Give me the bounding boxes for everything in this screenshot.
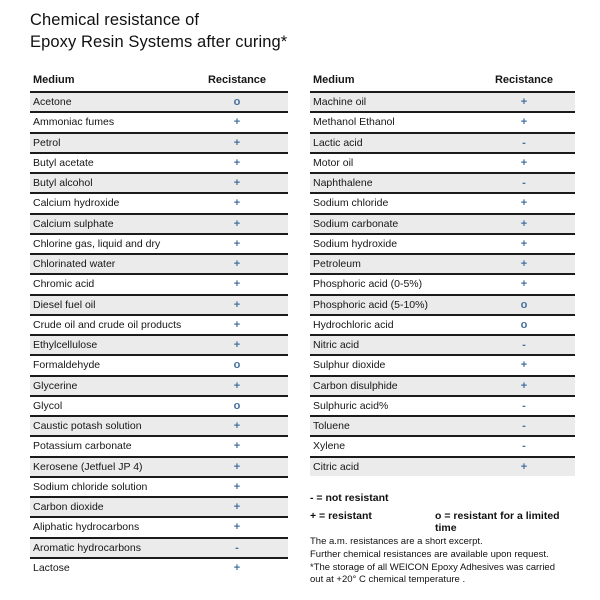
resistance-value: +	[233, 440, 241, 453]
legend-limited: o = resistant for a limited time	[435, 509, 560, 534]
table-row	[310, 375, 575, 395]
table-row	[310, 152, 575, 172]
resistance-legend	[310, 492, 582, 534]
medium-cell: Petrol	[33, 136, 61, 149]
medium-cell: Citric acid	[313, 460, 360, 473]
medium-cell: Chromic acid	[33, 278, 95, 291]
table-row	[310, 213, 575, 233]
table-row	[310, 294, 575, 314]
medium-cell: Aromatic hydrocarbons	[33, 541, 141, 554]
legend-line2	[310, 509, 582, 534]
footnote	[310, 536, 590, 587]
resistance-value: +	[233, 521, 241, 534]
table-row	[310, 456, 575, 476]
table-row	[30, 557, 288, 577]
medium-cell: Glycol	[33, 399, 63, 412]
resistance-value: +	[520, 217, 528, 230]
resistance-value: +	[233, 258, 241, 271]
medium-cell: Sodium chloride	[313, 197, 389, 210]
table-row	[310, 354, 575, 374]
resistance-value: +	[233, 480, 241, 493]
medium-cell: Methanol Ethanol	[313, 116, 395, 129]
medium-column-header: Medium	[33, 73, 75, 86]
footnote-line1: The a.m. resistances are a short excerpt.	[310, 536, 483, 547]
resistance-value: +	[233, 339, 241, 352]
table-row	[310, 273, 575, 293]
resistance-value: +	[520, 379, 528, 392]
resistance-value: -	[235, 541, 239, 554]
table-row	[310, 415, 575, 435]
resistance-value: o	[520, 298, 528, 311]
table-row	[310, 435, 575, 455]
medium-cell: Calcium sulphate	[33, 217, 114, 230]
table-row	[310, 334, 575, 354]
resistance-table-left	[30, 68, 288, 577]
medium-cell: Phosphoric acid (5-10%)	[313, 298, 428, 311]
table-row	[30, 273, 288, 293]
medium-cell: Hydrochloric acid	[313, 318, 394, 331]
footnote-line2: Further chemical resistances are available upon request.	[310, 548, 549, 560]
medium-cell: Nitric acid	[313, 339, 360, 352]
resistance-value: +	[233, 501, 241, 514]
table-row	[310, 172, 575, 192]
resistance-value: +	[520, 116, 528, 129]
medium-cell: Sulphur dioxide	[313, 359, 386, 372]
table-row	[310, 91, 575, 111]
medium-cell: Sodium hydroxide	[313, 237, 398, 250]
table-row	[30, 354, 288, 374]
table-row	[30, 537, 288, 557]
table-row	[30, 111, 288, 131]
legend-resistant: + = resistant	[310, 509, 372, 522]
resistance-value: +	[233, 136, 241, 149]
resistance-value: +	[520, 237, 528, 250]
medium-cell: Aliphatic hydrocarbons	[33, 521, 140, 534]
medium-cell: Chlorinated water	[33, 258, 116, 271]
resistance-value: +	[520, 460, 528, 473]
medium-cell: Lactose	[33, 561, 70, 574]
medium-cell: Sulphuric acid%	[313, 399, 389, 412]
resistance-value: +	[233, 237, 241, 250]
resistance-value: -	[522, 440, 526, 453]
medium-cell: Naphthalene	[313, 177, 373, 190]
table-row	[30, 213, 288, 233]
medium-cell: Potassium carbonate	[33, 440, 132, 453]
medium-cell: Ammoniac fumes	[33, 116, 115, 129]
table-row	[310, 192, 575, 212]
table-row	[310, 253, 575, 273]
resistance-column-header: Recistance	[207, 73, 267, 86]
table-row	[30, 334, 288, 354]
resistance-value: +	[233, 379, 241, 392]
resistance-value: +	[520, 359, 528, 372]
medium-cell: Petroleum	[313, 258, 361, 271]
resistance-value: +	[520, 96, 528, 109]
resistance-value: +	[233, 460, 241, 473]
page-title-line1: Chemical resistance of	[30, 11, 200, 29]
resistance-value: -	[522, 177, 526, 190]
table-row	[30, 496, 288, 516]
resistance-value: -	[522, 399, 526, 412]
resistance-value: -	[522, 420, 526, 433]
medium-column-header: Medium	[313, 73, 355, 86]
resistance-value: +	[233, 217, 241, 230]
medium-cell: Diesel fuel oil	[33, 298, 96, 311]
table-row	[310, 111, 575, 131]
table-row	[310, 233, 575, 253]
table-row	[30, 132, 288, 152]
medium-cell: Butyl alcohol	[33, 177, 93, 190]
table-row	[30, 395, 288, 415]
medium-cell: Carbon dioxide	[33, 501, 104, 514]
medium-cell: Crude oil and crude oil products	[33, 318, 182, 331]
resistance-value: +	[520, 258, 528, 271]
medium-cell: Butyl acetate	[33, 156, 94, 169]
table-header-row	[30, 68, 288, 91]
resistance-value: +	[233, 318, 241, 331]
page-title-line2: Epoxy Resin Systems after curing*	[30, 32, 288, 51]
table-row	[30, 253, 288, 273]
resistance-value: -	[522, 339, 526, 352]
medium-cell: Lactic acid	[313, 136, 363, 149]
resistance-value: +	[233, 561, 241, 574]
medium-cell: Motor oil	[313, 156, 354, 169]
medium-cell: Carbon disulphide	[313, 379, 398, 392]
footnote-line4: out at +20° C chemical temperature .	[310, 574, 466, 586]
resistance-value: +	[233, 197, 241, 210]
medium-cell: Sodium chloride solution	[33, 480, 148, 493]
legend-not-resistant: - = not resistant	[310, 492, 389, 504]
footnote-line3: *The storage of all WEICON Epoxy Adhesives was carried	[310, 561, 555, 573]
table-row	[310, 395, 575, 415]
table-row	[30, 294, 288, 314]
table-row	[30, 375, 288, 395]
medium-cell: Xylene	[313, 440, 346, 453]
table-row	[30, 233, 288, 253]
medium-cell: Toluene	[313, 420, 350, 433]
resistance-value: o	[233, 399, 241, 412]
table-row	[30, 435, 288, 455]
resistance-value: +	[233, 177, 241, 190]
resistance-value: +	[233, 278, 241, 291]
resistance-value: +	[233, 116, 241, 129]
medium-cell: Formaldehyde	[33, 359, 101, 372]
resistance-table-right	[310, 68, 575, 476]
medium-cell: Machine oil	[313, 96, 367, 109]
table-row	[30, 476, 288, 496]
resistance-value: -	[522, 136, 526, 149]
table-header-row	[310, 68, 575, 91]
medium-cell: Caustic potash solution	[33, 420, 142, 433]
medium-cell: Ethylcellulose	[33, 339, 98, 352]
resistance-value: +	[233, 298, 241, 311]
medium-cell: Glycerine	[33, 379, 78, 392]
resistance-value: +	[233, 156, 241, 169]
resistance-value: o	[520, 318, 528, 331]
table-row	[30, 314, 288, 334]
resistance-value: +	[520, 197, 528, 210]
medium-cell: Sodium carbonate	[313, 217, 399, 230]
resistance-value: o	[233, 359, 241, 372]
resistance-value: +	[233, 420, 241, 433]
medium-cell: Calcium hydroxide	[33, 197, 120, 210]
table-row	[30, 172, 288, 192]
resistance-value: +	[520, 156, 528, 169]
resistance-value: +	[520, 278, 528, 291]
table-row	[30, 152, 288, 172]
medium-cell: Phosphoric acid (0-5%)	[313, 278, 423, 291]
resistance-value: o	[233, 96, 241, 109]
table-row	[310, 132, 575, 152]
table-row	[30, 91, 288, 111]
table-row	[30, 516, 288, 536]
table-row	[310, 314, 575, 334]
table-row	[30, 456, 288, 476]
resistance-column-header: Recistance	[494, 73, 554, 86]
table-row	[30, 415, 288, 435]
table-row	[30, 192, 288, 212]
page-title	[30, 10, 287, 53]
medium-cell: Kerosene (Jetfuel JP 4)	[33, 460, 143, 473]
medium-cell: Acetone	[33, 96, 72, 109]
medium-cell: Chlorine gas, liquid and dry	[33, 237, 161, 250]
